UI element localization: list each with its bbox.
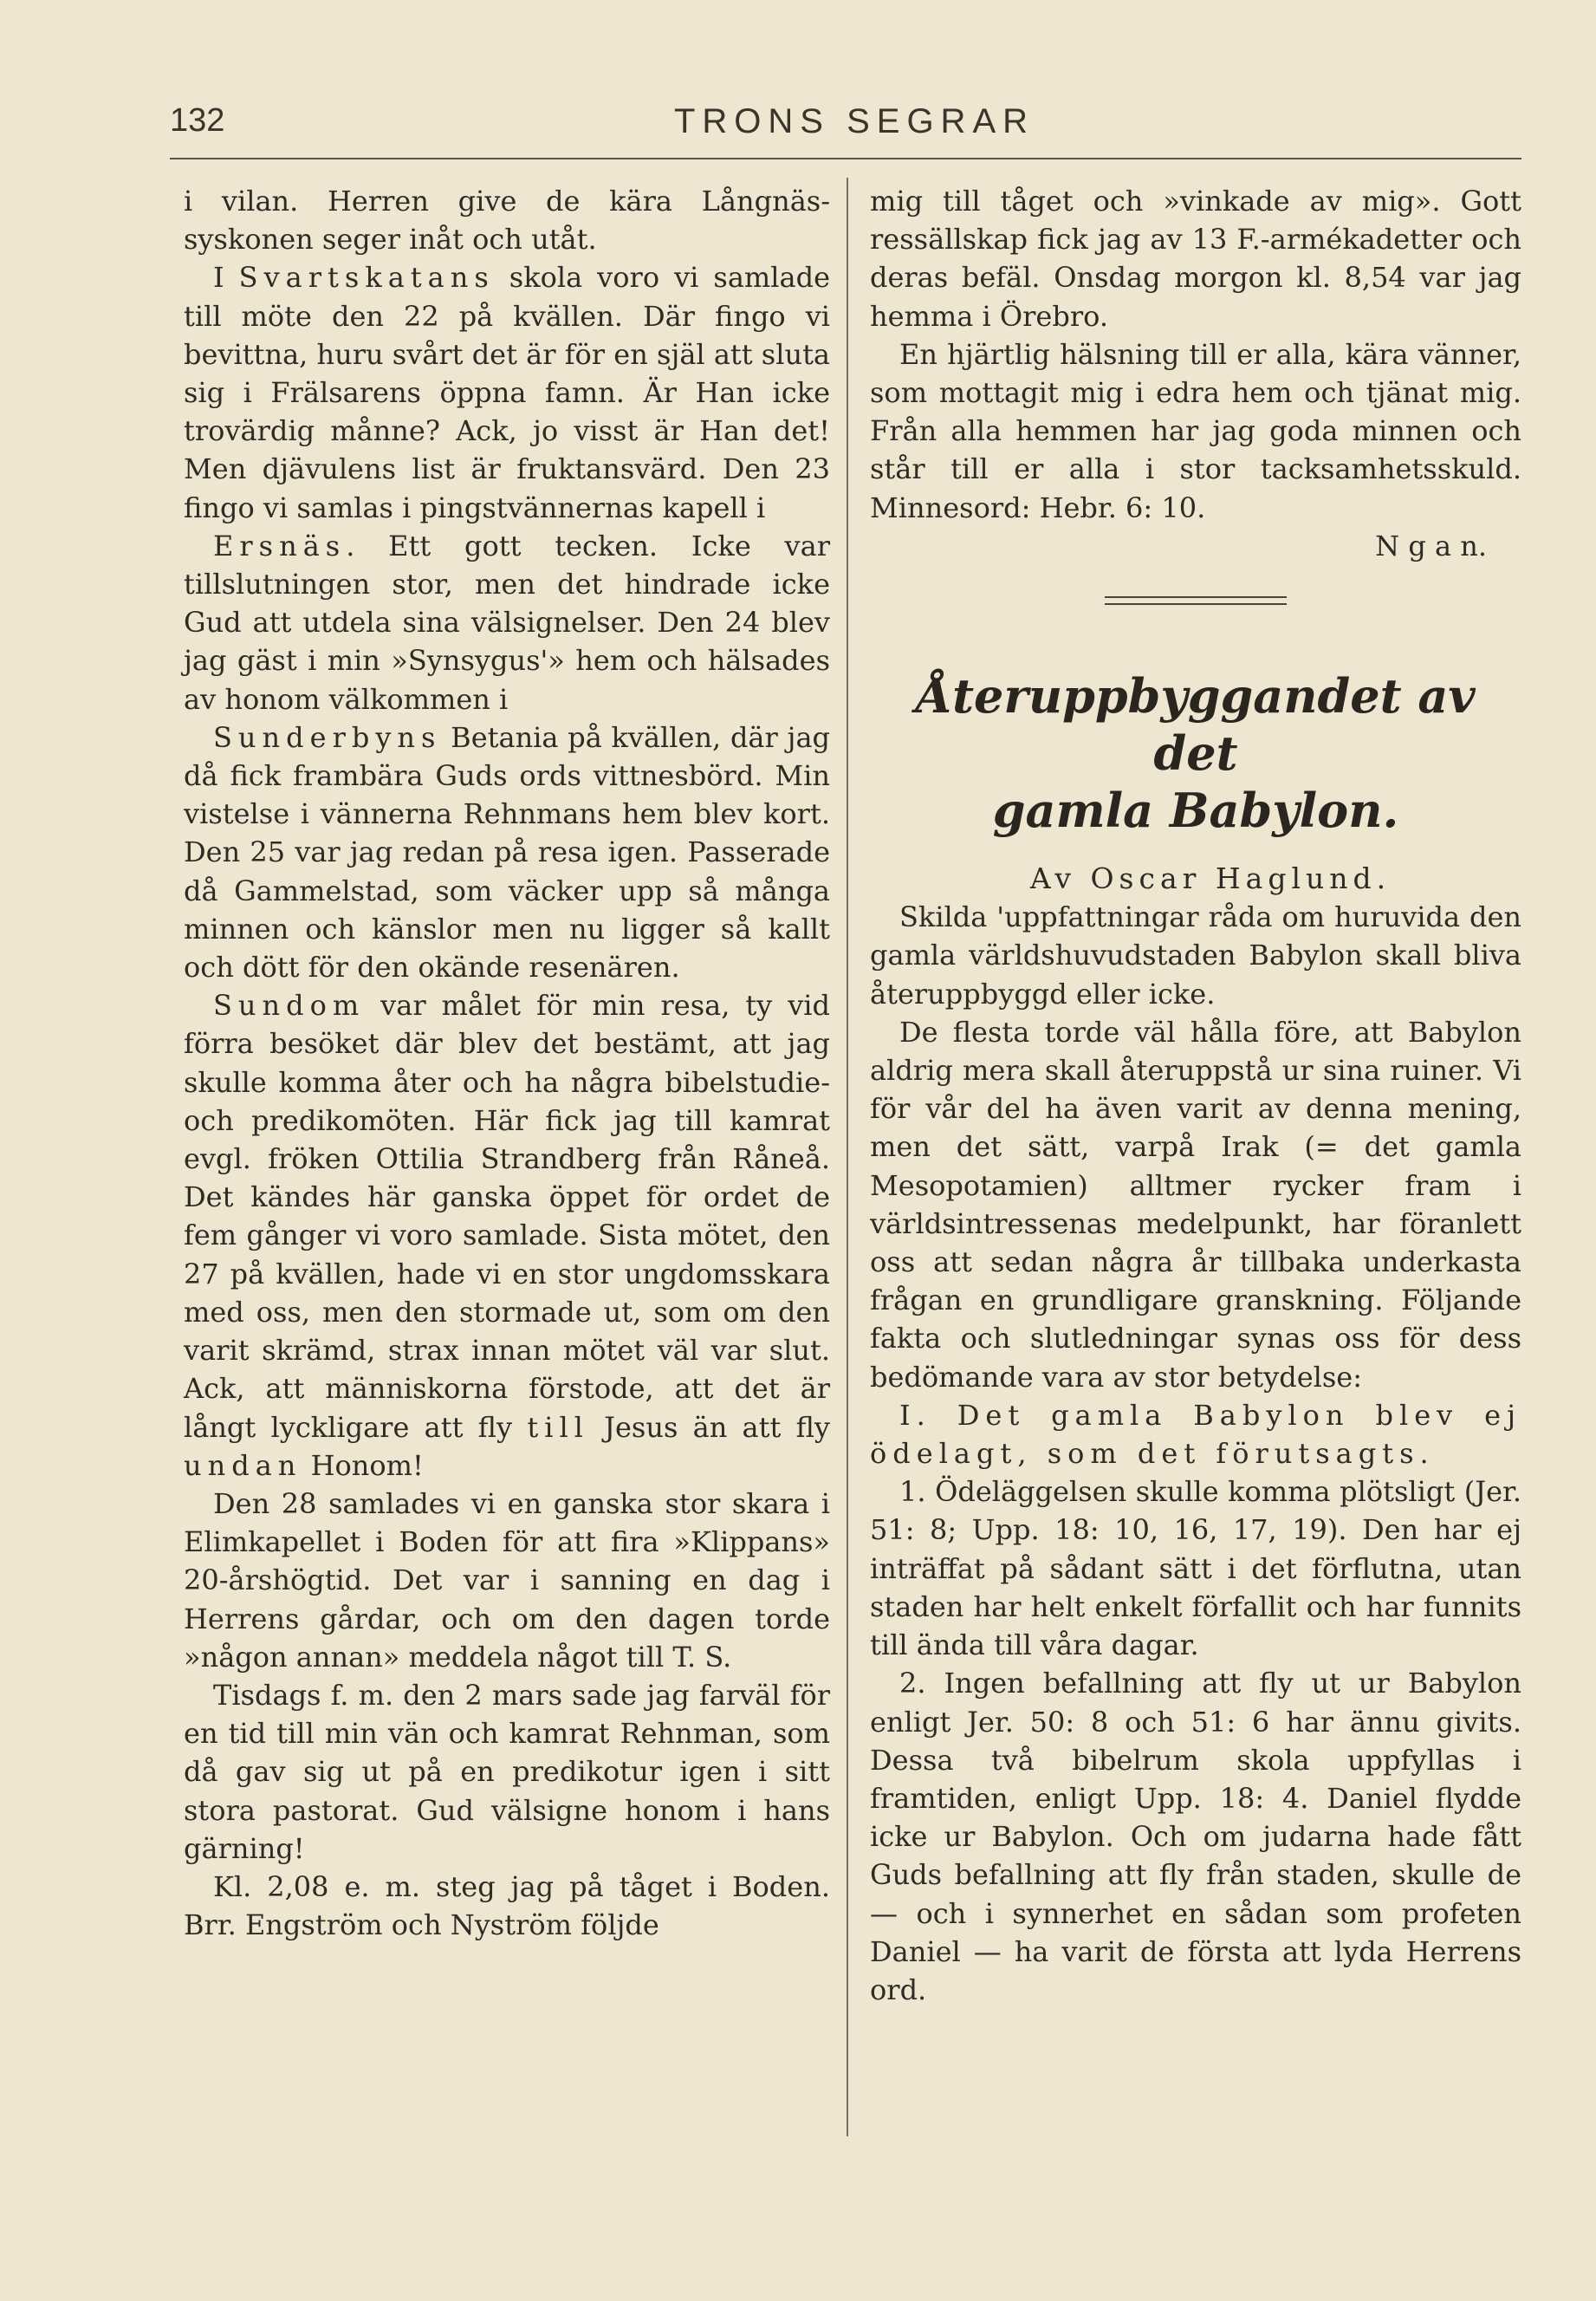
page-header [170,102,1521,158]
byline-author: Oscar Haglund. [1090,861,1392,896]
article-title-line-1: Återuppbyggandet av det [916,668,1476,782]
text-run: 1. Ödeläggelsen skulle komma plötsligt (Jer. 51: 8; Upp. 18: 10, 16, 17, 19). Den har ej inträffat på sådant sätt i det förflutna, utan staden har helt enkelt förfallit och har funnits till ända till våra dagar. [870,1475,1521,1662]
letter-conclusion [870,182,1521,527]
spaced-emphasis: Sundom [213,989,366,1023]
text-run: Honom! [302,1448,424,1482]
text-run: 2. Ingen befallning att fly ut ur Babylon enligt Jer. 50: 8 och 51: 6 har ännu givits. Dessa två bibelrum skola uppfyllas i framtiden, enligt Upp. 18: 4. Daniel flydde icke ur Babylon. Och om judarna hade fått Guds befallning att fly från staden, skulle de — och i synnerhet en sådan som profeten Daniel — ha varit de första att lyda Herrens ord. [870,1667,1521,2006]
text-run: Den 28 samlades vi en ganska stor skara i Elimkapellet i Boden för att fira »Klippans» 20-årshögtid. Det var i sanning en dag i Herrens gårdar, och om den dagen torde »någon annan» meddela något till T. S. [184,1486,830,1674]
running-title: TRONS SEGRAR [673,102,1035,140]
paragraph [184,182,830,258]
paragraph [184,1868,830,1944]
paragraph [184,1485,830,1676]
left-column-text [184,182,830,1944]
text-run: Kl. 2,08 e. m. steg jag på tåget i Boden. Brr. Engström och Nyström följde [184,1869,830,1942]
left-column [184,182,830,1944]
paragraph [184,527,830,718]
paragraph [870,898,1521,1013]
text-run: i vilan. Herren give de kära Långnäs-syskonen seger inåt och utåt. [184,185,830,257]
article-title-line-2: gamla Babylon. [992,783,1399,839]
section-divider [1105,596,1287,605]
byline-prefix: Av [1029,861,1091,896]
spaced-emphasis: Svartskatans [238,261,495,295]
signature: N g a n. [1375,529,1487,562]
column-divider [847,178,848,2136]
paragraph [870,182,1521,335]
text-run: skola voro vi samlade till möte den 22 på kvällen. Där fingo vi bevittna, huru svårt det är för en själ att sluta sig i Frälsarens öppna famn. Är Han icke trovärdig månne? Ack, jo visst är Han det! Men djävulens list är fruktansvärd. Den 23 fingo vi samlas i pingstvännernas kapell i [184,261,830,524]
text-run: Jesus än att fly [588,1410,830,1444]
article-title [870,667,1521,839]
paragraph [870,1664,1521,2009]
spaced-emphasis: till [527,1410,589,1444]
article-body [870,898,1521,2009]
text-run: I [213,261,239,295]
text-run: De flesta torde väl hålla före, att Babylon aldrig mera skall återuppstå ur sina ruiner. Vi för vår del ha även varit av denna mening, men det sätt, varpå Irak (= det gamla Mesopotamien) alltmer rycker fram i världsintressenas medelpunkt, har föranlett oss att sedan några år tillbaka underkasta frågan en grundligare granskning. Följande fakta och slutledningar synas oss för dess bedömande vara av stor betydelse: [870,1015,1521,1394]
text-run: Tisdags f. m. den 2 mars sade jag farväl för en tid till min vän och kamrat Rehnman, som då gav sig ut på en predikotur igen i sitt stora pastorat. Gud välsigne honom i hans gärning! [184,1678,830,1865]
text-run: mig till tåget och »vinkade av mig». Gott ressällskap fick jag av 13 F.-armékadetter och deras befäl. Onsdag morgon kl. 8,54 var jag hemma i Örebro. [870,185,1521,333]
spaced-emphasis: I. Det gamla Babylon blev ej ödelagt, som det förutsagts. [870,1398,1521,1471]
header-rule [170,158,1521,159]
paragraph [870,1472,1521,1664]
text-run: En hjärtlig hälsning till er alla, kära vänner, som mottagit mig i edra hem och tjänat mig. Från alla hemmen har jag goda minnen och står till er alla i stor tacksamhetsskuld. Minnesord: Hebr. 6: 10. [870,337,1521,524]
paragraph [870,1013,1521,1396]
right-column [870,182,1521,2009]
paragraph [184,986,830,1485]
paragraph [184,1676,830,1868]
spaced-emphasis: Sunderbyns [213,720,442,754]
spaced-emphasis: Ersnäs [213,529,347,562]
paragraph [870,1396,1521,1472]
page-number: 132 [170,102,225,139]
text-run: Betania på kvällen, där jag då fick frambära Guds ords vittnesbörd. Min vistelse i vännerna Rehnmans hem blev kort. Den 25 var jag redan på resa igen. Passerade då Gammelstad, som väcker upp så många minnen och känslor men nu ligger så kallt och dött för den okände resenären. [184,720,830,985]
paragraph [870,335,1521,527]
text-run: . Ett gott tecken. Icke var tillslutningen stor, men det hindrade icke Gud att utdela sina välsignelser. Den 24 blev jag gäst i min »Synsygus'» hem och hälsades av honom välkommen i [184,529,830,716]
text-run: var målet för min resa, ty vid förra besöket där blev det bestämt, att jag skulle komma åter och ha några bibelstudie- och predikomöten. Här fick jag till kamrat evgl. fröken Ottilia Strandberg från Råneå. Det kändes här ganska öppet för ordet de fem gånger vi voro samlade. Sista mötet, den 27 på kvällen, hade vi en stor ungdomsskara med oss, men den stormade ut, som om den varit skrämd, strax innan mötet väl var slut. Ack, att människorna förstode, att det är långt lyckligare att fly [184,989,830,1444]
spaced-emphasis: undan [184,1448,302,1482]
article-byline [870,860,1521,898]
text-run: Skilda 'uppfattningar råda om huruvida den gamla världshuvudstaden Babylon skall bliva återuppbyggd eller icke. [870,900,1521,1011]
paragraph [184,258,830,526]
paragraph [184,718,830,986]
